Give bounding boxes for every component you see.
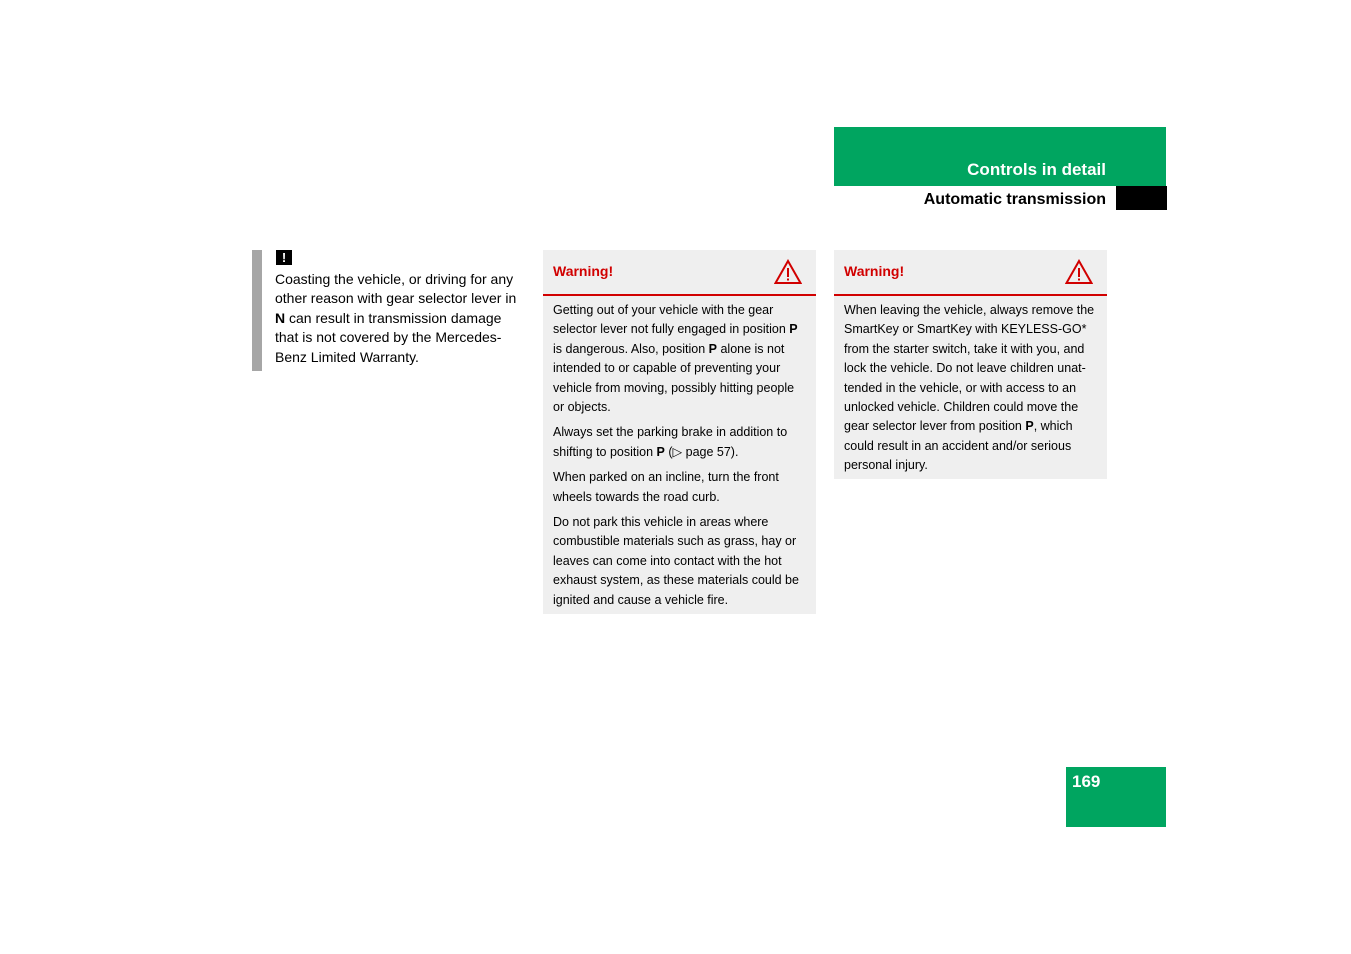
warning-label: Warning! bbox=[844, 263, 905, 279]
notice-text: Coasting the vehicle, or driving for any other reason with gear selector lever in N can result in transmission damage that is not covered by the Mercedes-Benz Limited Warranty. bbox=[275, 271, 517, 365]
warning-label: Warning! bbox=[553, 263, 614, 279]
warning-header bbox=[543, 250, 816, 296]
warning-triangle-icon bbox=[1065, 259, 1093, 285]
warning-paragraph: When leaving the vehicle, always remove the SmartKey or SmartKey with KEYLESS-GO* from the starter switch, take it with you, and lock the vehicle. Do not leave children unat-tended in the vehicle, or with access to an unlocked vehicle. Children could move the gear selector lever from position P, which could result in an accident and/or serious personal injury. bbox=[844, 303, 1095, 473]
exclamation-icon: ! bbox=[276, 250, 292, 265]
notice-block bbox=[252, 250, 527, 371]
warning-paragraph: Always set the parking brake in addition to shifting to position P (▷ page 57). bbox=[553, 425, 788, 459]
warning-box-right bbox=[834, 250, 1107, 479]
page-number: 169 bbox=[1072, 772, 1101, 791]
warning-body bbox=[543, 296, 816, 610]
warning-paragraph: Getting out of your vehicle with the gear selector lever not fully engaged in position P is dangerous. Also, position P alone is not intended to or capable of preventing your vehicle from moving, possibly hitting people or objects. bbox=[553, 303, 798, 415]
warning-body bbox=[834, 296, 1107, 476]
warning-paragraph: Do not park this vehicle in areas where combustible materials such as grass, hay or leaves can come into contact with the hot exhaust system, as these materials could be ignited and cause a vehicle fire. bbox=[553, 515, 799, 607]
warning-header bbox=[834, 250, 1107, 296]
notice-side-bar bbox=[252, 250, 262, 371]
warning-triangle-icon bbox=[774, 259, 802, 285]
subsection-title: Automatic transmission bbox=[923, 191, 1106, 208]
warning-box-left bbox=[543, 250, 816, 614]
section-tab-marker bbox=[1116, 186, 1167, 210]
warning-paragraph: When parked on an incline, turn the front wheels towards the road curb. bbox=[553, 470, 779, 504]
section-title: Controls in detail bbox=[967, 160, 1106, 179]
